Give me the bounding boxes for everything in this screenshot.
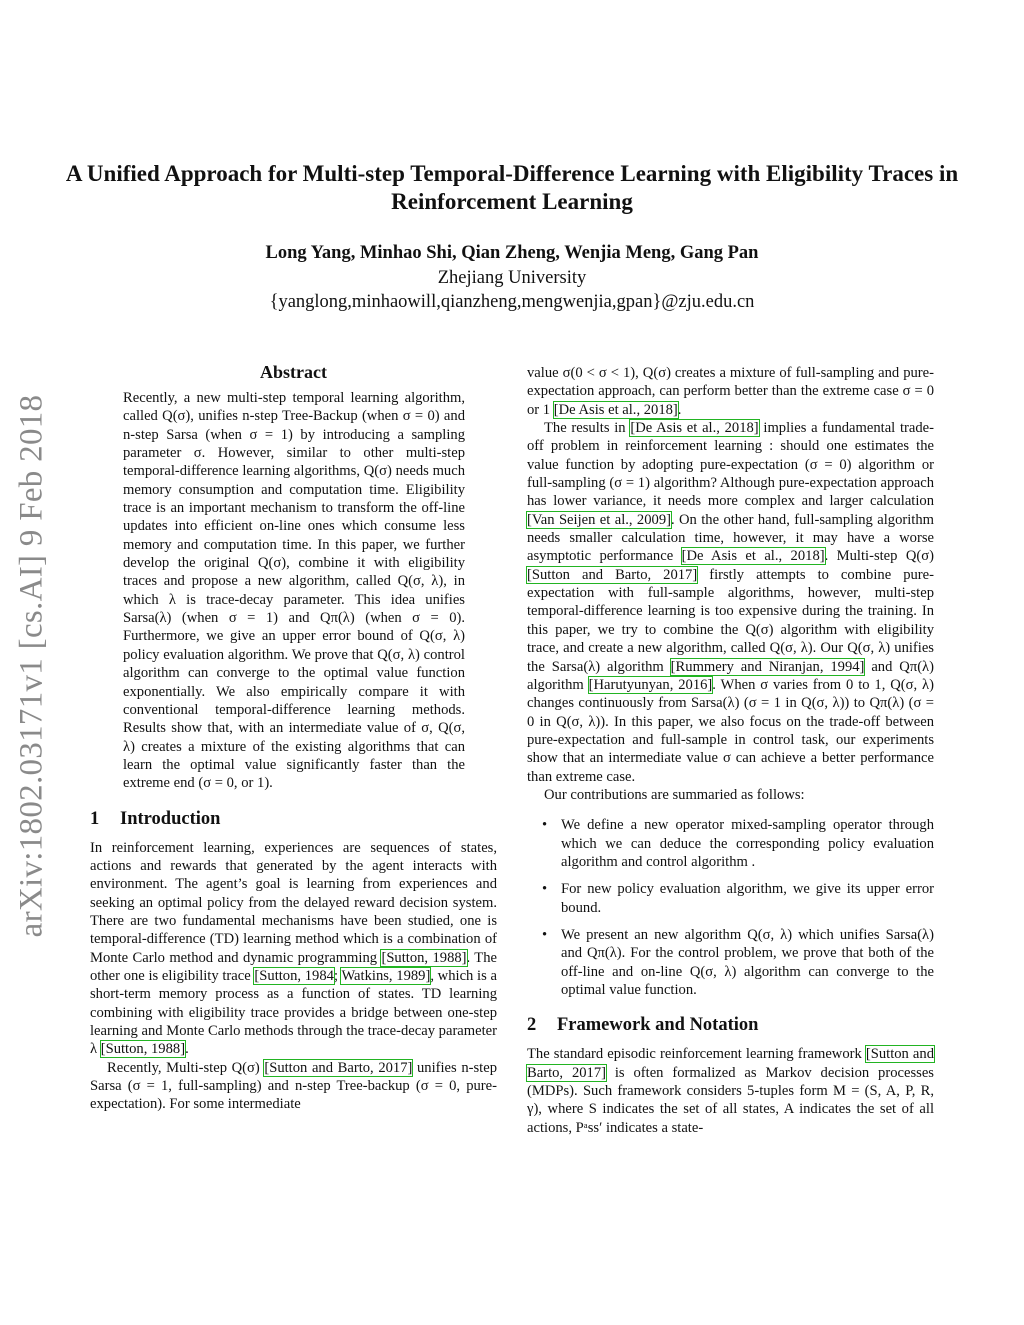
citation-link[interactable]: [Harutyunyan, 2016]	[588, 676, 713, 693]
bullet-icon: •	[542, 926, 548, 943]
citation-link[interactable]: [De Asis et al., 2018]	[553, 401, 678, 418]
list-item: • We define a new operator mixed-sampling operator through which we can deduce the corresponding policy evaluation algorithm and control algorithm .	[542, 817, 934, 870]
section-heading-introduction	[90, 807, 497, 831]
contributions-list	[527, 816, 934, 999]
section-title: Framework and Notation	[557, 1015, 759, 1036]
arxiv-identifier: arXiv:1802.03171v1 [cs.AI] 9 Feb 2018	[13, 394, 50, 938]
contributions-intro: Our contributions are summaried as follows:	[544, 786, 805, 803]
citation-link[interactable]: [De Asis et al., 2018]	[681, 548, 825, 565]
right-column	[527, 364, 934, 1137]
author-list: Long Yang, Minhao Shi, Qian Zheng, Wenjia Meng, Gang Pan	[265, 243, 759, 263]
intro-paragraph-2: Recently, Multi-step Q(σ) [Sutton and Barto, 2017] unifies n-step Sarsa (σ = 1, full-sampling) and n-step Tree-backup (σ = 0, pure-expectation). For some intermediate	[90, 1059, 497, 1113]
section-heading-framework	[527, 1013, 934, 1037]
section-number: 1	[90, 808, 100, 829]
left-column	[90, 360, 497, 1114]
paper-title: A Unified Approach for Multi-step Temporal-Difference Learning with Eligibility Traces in Reinforcement Learning	[65, 161, 959, 214]
section-title: Introduction	[120, 808, 221, 829]
citation-link[interactable]: [Sutton and Barto, 2017]	[527, 566, 698, 583]
affiliation: Zhejiang University	[437, 268, 587, 288]
list-item: • We present an new algorithm Q(σ, λ) which unifies Sarsa(λ) and Qπ(λ). For the control problem, we prove that both of the off-line and on-line Q(σ, λ) algorithm can converge to the optimal value function.	[542, 926, 934, 998]
intro-paragraph-1: In reinforcement learning, experiences are sequences of states, actions and rewards that generated by the agent interacts with environment. The agent’s goal is learning from experiences and seeking an optimal policy from the delayed reward decision system. There are two fundamental mechanisms have been studied, one is temporal-difference (TD) learning method which is a combination of Monte Carlo method and dynamic programming [Sutton, 1988]. The other one is eligibility trace [Sutton, 1984; Watkins, 1989], which is a short-term memory process as a function of states. TD learning combining with eligibility trace provides a bridge between one-step learning and Monte Carlo methods through the trace-decay parameter λ [Sutton, 1988].	[90, 839, 498, 1058]
author-emails: {yanglong,minhaowill,qianzheng,mengwenjia,gpan}@zju.edu.cn	[269, 292, 755, 312]
citation-link[interactable]: Watkins, 1989]	[341, 967, 431, 984]
right-paragraph-2: The results in [De Asis et al., 2018] implies a fundamental trade-off problem in reinforcement learning : should one estimates the value function by adopting pure-expectation (σ = 0) algorithm or full-sampling (σ = 1) algorithm? Although pure-expectation approach has lower variance, it needs more complex and larger calculation [Van Seijen et al., 2009]. On the other hand, full-sampling algorithm needs smaller calculation time, however, it may have a worse asymptotic performance [De Asis et al., 2018]. Multi-step Q(σ) [Sutton and Barto, 2017] firstly attempts to combine pure-expectation with full-sample algorithms, however, multi-step temporal-difference learning is too expensive during the training. In this paper, we try to combine the Q(σ) algorithm with eligibility trace, and create a new algorithm, called Q(σ, λ). Our Q(σ, λ) unifies the Sarsa(λ) algorithm [Rummery and Niranjan, 1994] and Qπ(λ) algorithm [Harutyunyan, 2016]. When σ varies from 0 to 1, Q(σ, λ) changes continuously from Sarsa(λ) (σ = 1 in Q(σ, λ)) to Qπ(λ) (σ = 0 in Q(σ, λ)). In this paper, we also focus on the trade-off between pure-expectation and full-sample in control task, our experiments show that an intermediate value σ can achieve a better performance than extreme case.	[527, 420, 934, 785]
citation-link[interactable]: [De Asis et al., 2018]	[630, 420, 759, 437]
citation-link[interactable]: [Sutton, 1988]	[381, 949, 467, 966]
framework-paragraph-1: The standard episodic reinforcement learning framework [Sutton and Barto, 2017] is often formalized as Markov decision processes (MDPs). Such framework considers 5-tuples form M = (S, A, P, R, γ), where S indicates the set of all states, A indicates the set of all actions, Pᵃss′ indicates a state-	[527, 1046, 934, 1136]
citation-link[interactable]: [Rummery and Niranjan, 1994]	[670, 658, 865, 675]
list-item: • For new policy evaluation algorithm, we give its upper error bound.	[542, 881, 934, 916]
citation-link[interactable]: [Sutton and Barto, 2017]	[527, 1046, 934, 1081]
abstract-text: Recently, a new multi-step temporal learning algorithm, called Q(σ), unifies n-step Tree-Backup (when σ = 0) and n-step Sarsa (when σ = 1) by introducing a sampling parameter σ. However, similar to other multi-step temporal-difference learning algorithms, Q(σ) needs much memory consumption and computation time. Eligibility trace is an important mechanism to transform the off-line updates into efficient on-line ones which consume less memory and computation time. In this paper, we further develop the original Q(σ), combine it with eligibility traces and propose a new algorithm, called Q(σ, λ), in which λ is trace-decay parameter. This idea unifies Sarsa(λ) (when σ = 1) and Qπ(λ) (when σ = 0). Furthermore, we give an upper error bound of Q(σ, λ) policy evaluation algorithm. We prove that Q(σ, λ) control algorithm can converge to the optimal value function exponentially. We also empirically compare it with conventional temporal-difference learning methods. Results show that, with an intermediate value of σ, Q(σ, λ) creates a mixture of the existing algorithms that can learn the optimal value significantly faster than the extreme end (σ = 0, or 1).	[123, 390, 465, 792]
citation-link[interactable]: [Sutton, 1984	[254, 967, 334, 984]
arxiv-sidebar-stamp	[10, 372, 54, 960]
abstract-heading: Abstract	[260, 362, 327, 382]
bullet-icon: •	[542, 881, 548, 898]
citation-link[interactable]: [Sutton, 1988]	[100, 1041, 186, 1058]
citation-link[interactable]: [Van Seijen et al., 2009]	[527, 511, 671, 528]
right-paragraph-1: value σ(0 < σ < 1), Q(σ) creates a mixture of full-sampling and pure-expectation approach, can perform better than the extreme case σ = 0 or 1 [De Asis et al., 2018].	[527, 365, 934, 418]
section-number: 2	[527, 1015, 537, 1036]
citation-link[interactable]: [Sutton and Barto, 2017]	[264, 1059, 413, 1076]
bullet-icon: •	[542, 817, 548, 834]
